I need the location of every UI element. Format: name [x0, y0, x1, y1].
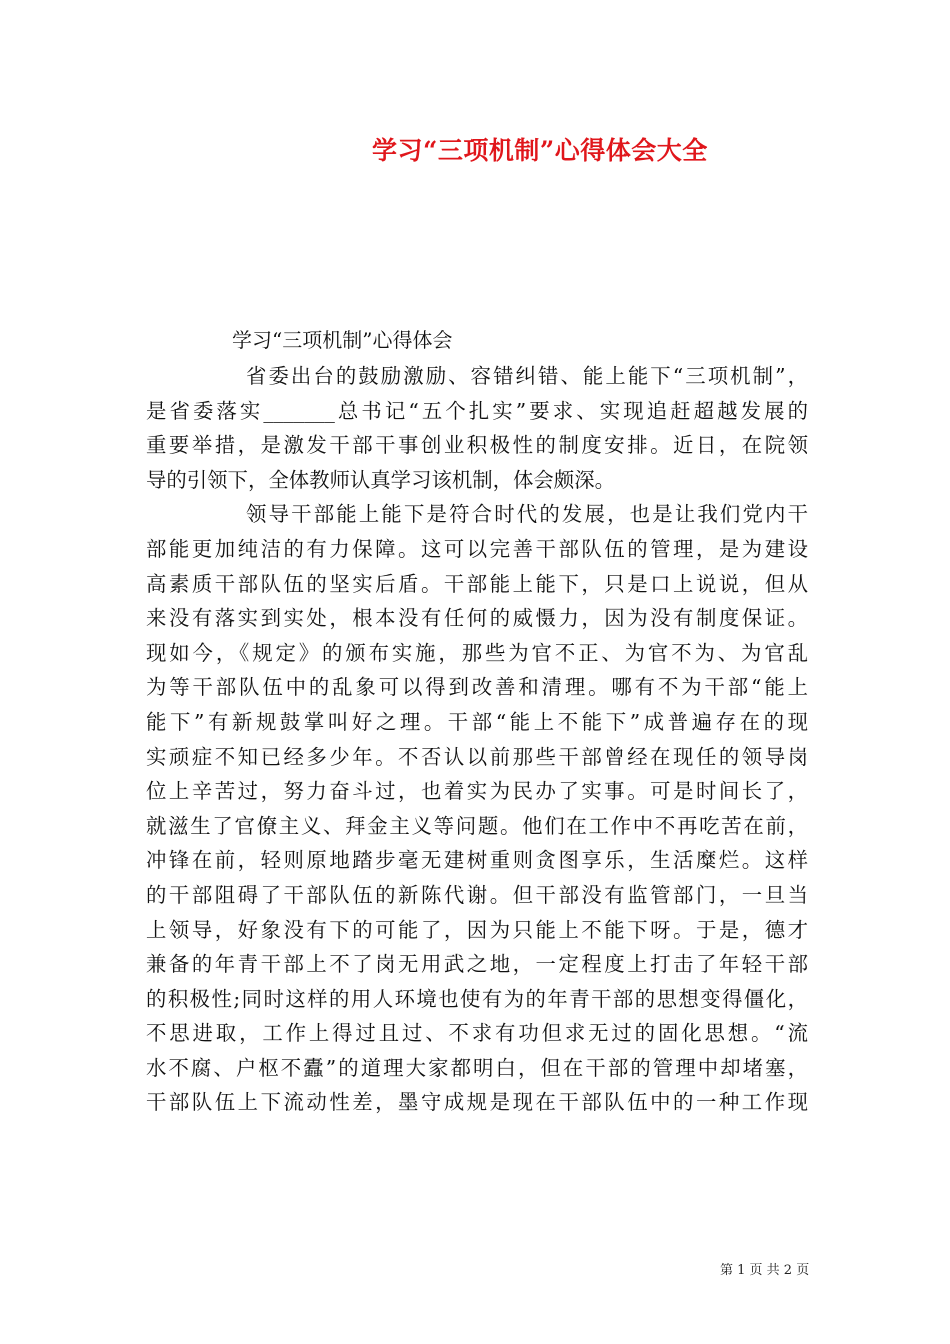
paragraph-2-line: 高素质干部队伍的坚实后盾。干部能上能下，只是口上说说，但从 [146, 571, 808, 596]
paragraph-1-line: 重要举措，是激发干部干事创业积极性的制度安排。近日，在院领 [146, 433, 808, 458]
paragraph-2-line: 能下”有新规鼓掌叫好之理。干部“能上不能下”成普遍存在的现 [146, 709, 808, 734]
paragraph-2-line: 部能更加纯洁的有力保障。这可以完善干部队伍的管理，是为建设 [146, 536, 808, 561]
paragraph-2-line: 水不腐、户枢不蠹”的道理大家都明白，但在干部的管理中却堵塞， [146, 1055, 808, 1080]
document-body [146, 359, 808, 1120]
paragraph-2-line: 冲锋在前，轻则原地踏步毫无建树重则贪图享乐，生活糜烂。这样 [146, 848, 808, 873]
paragraph-2-line: 兼备的年青干部上不了岗无用武之地，一定程度上打击了年轻干部 [146, 952, 808, 977]
document-subtitle: 学习“三项机制”心得体会 [232, 328, 453, 352]
paragraph-1-line: 是省委落实_______总书记“五个扎实”要求、实现追赶超越发展的 [146, 398, 808, 423]
paragraph-2-line: 实顽症不知已经多少年。不否认以前那些干部曾经在现任的领导岗 [146, 744, 808, 769]
paragraph-2-line: 来没有落实到实处，根本没有任何的威慑力，因为没有制度保证。 [146, 606, 808, 631]
paragraph-2-line: 领导干部能上能下是符合时代的发展，也是让我们党内干 [246, 502, 808, 527]
page-number: 第 1 页 共 2 页 [720, 1263, 810, 1278]
document-title: 学习“三项机制”心得体会大全 [372, 136, 708, 165]
paragraph-2-line: 上领导，好象没有下的可能了，因为只能上不能下呀。于是，德才 [146, 917, 808, 942]
paragraph-2-line: 为等干部队伍中的乱象可以得到改善和清理。哪有不为干部“能上 [146, 675, 808, 700]
paragraph-2-line: 不思进取，工作上得过且过、不求有功但求无过的固化思想。“流 [146, 1021, 808, 1046]
paragraph-1-line: 省委出台的鼓励激励、容错纠错、能上能下“三项机制”， [246, 364, 808, 388]
paragraph-2-line: 就滋生了官僚主义、拜金主义等问题。他们在工作中不再吃苦在前， [146, 813, 808, 838]
paragraph-1-line: 导的引领下，全体教师认真学习该机制，体会颇深。 [146, 467, 615, 492]
paragraph-2-line: 位上辛苦过，努力奋斗过，也着实为民办了实事。可是时间长了， [146, 779, 808, 804]
paragraph-2-line: 的积极性;同时这样的用人环境也使有为的年青干部的思想变得僵化， [146, 986, 808, 1011]
paragraph-2-line: 的干部阻碍了干部队伍的新陈代谢。但干部没有监管部门，一旦当 [146, 882, 808, 907]
paragraph-2-line: 现如今，《规定》的颁布实施，那些为官不正、为官不为、为官乱 [146, 640, 808, 665]
paragraph-2-line: 干部队伍上下流动性差，墨守成规是现在干部队伍中的一种工作现 [146, 1090, 808, 1115]
